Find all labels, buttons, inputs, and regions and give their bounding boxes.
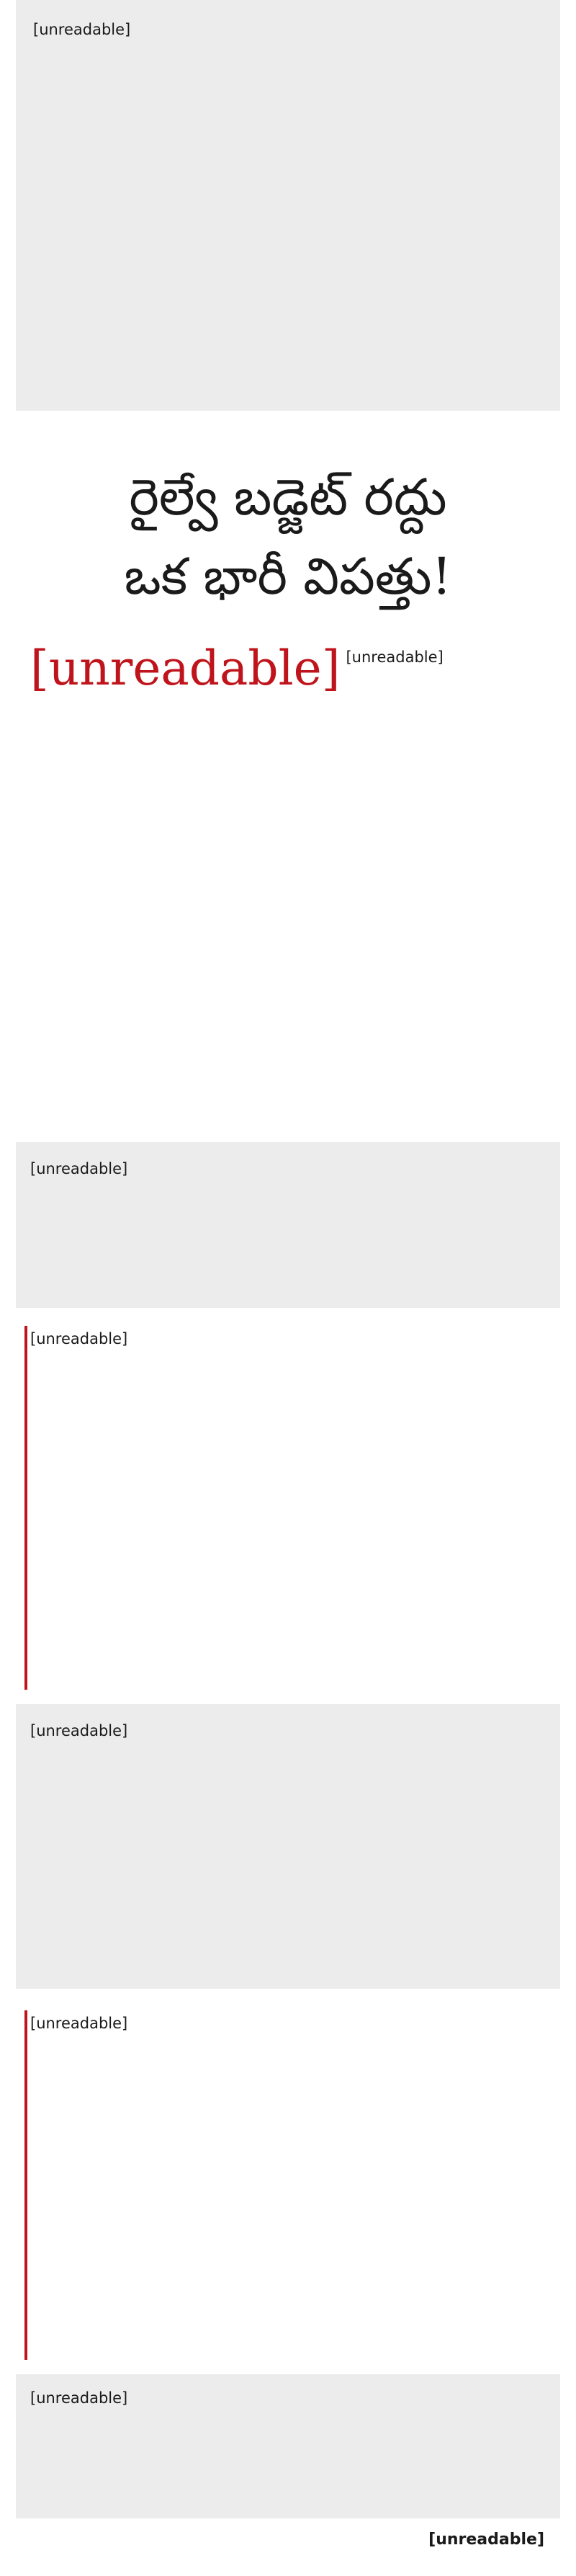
headline-block (16, 422, 560, 620)
section-6 (16, 2374, 560, 2518)
headline-title: రైల్వే బడ్జెట్ రద్దు ఒక భారీ విపత్తు! (124, 468, 452, 606)
author-credit-text: [unreadable] (428, 2531, 544, 2549)
section-3-paragraph: [unreadable] (30, 1330, 128, 1347)
section-1-paragraph: [unreadable] (346, 649, 444, 666)
section-5 (16, 1992, 560, 2371)
intro-paragraph: [unreadable] (33, 21, 131, 38)
section-5-paragraph: [unreadable] (30, 2015, 128, 2032)
section-4-paragraph: [unreadable] (30, 1722, 128, 1739)
section-3 (16, 1308, 560, 1701)
section-2 (16, 1142, 560, 1308)
drop-cap: [unreadable] (30, 641, 341, 696)
intro-box (16, 0, 560, 411)
section-3-side-rule (24, 1326, 27, 1690)
section-4 (16, 1704, 560, 1989)
section-5-side-rule (24, 2010, 27, 2360)
section-1 (16, 630, 560, 1138)
section-2-paragraph: [unreadable] (30, 1160, 128, 1177)
author-credit (16, 2526, 560, 2569)
section-6-paragraph: [unreadable] (30, 2389, 128, 2407)
